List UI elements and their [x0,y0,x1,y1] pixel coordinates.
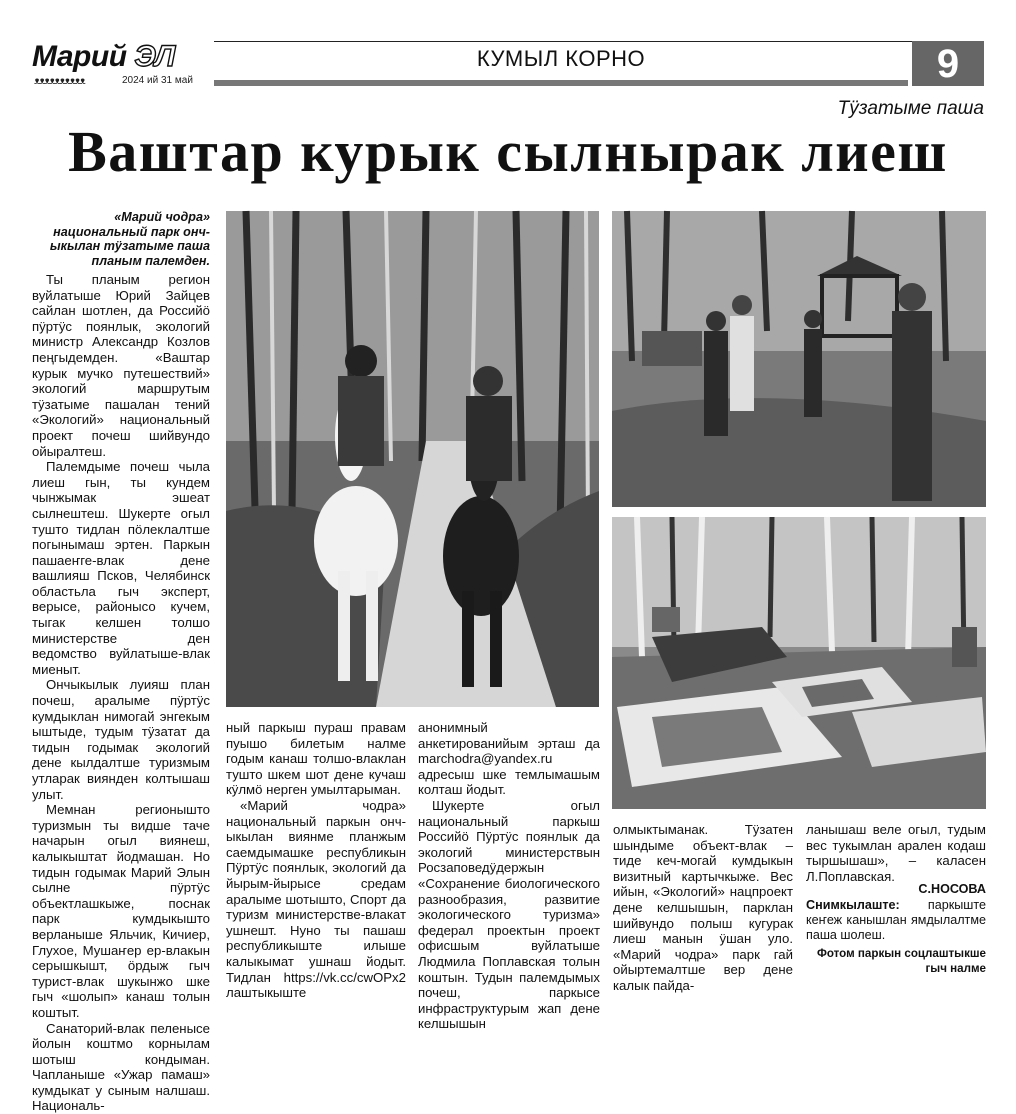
people-near-gazebo-icon [612,211,986,507]
header-rule-bottom [214,80,908,86]
logo-el: ЭЛ [134,40,174,73]
newspaper-logo [32,40,202,90]
paragraph: олмыктыманак. Тӱзатен шындыме объект-влак – тиде кеч-могай кумдыкын визитный картычкыже. Вес ийын, «Экологий» нацпроект дене келшышын, парклан шийвундо полыш кугурак лиеш манын ӱшан уло. «Марий чодра» парк гай ойыртемалтше вер дене калык пайда- [613,822,793,994]
issue-date: 2024 ий 31 май [122,75,193,86]
text-column-5 [806,822,986,884]
logo-wordmark [32,40,175,74]
paragraph: Мемнан регионышто туризмын ты видше таче начарын огыл виянеш, калыкыштат йодмашан. Но тидын годымак Марий Элын сылне пӱртӱс объектлашкыже, поснак парк кумдыкышто верланыше Яльчик, Кичиер, Глухое, Мушаҥер ер-влакын серышкышт, ӧрдыж гыч турист-влак шукынжо шке гыч «шолып» канаш толын коштыт. [32,802,210,1020]
construction-in-forest-icon [612,517,986,809]
text-column-2 [226,720,406,982]
forest-horse-riders-icon [226,211,599,707]
photo-construction-site [612,517,986,809]
photo-credit: Фотом паркын соцлаштыкше гыч налме [806,946,986,976]
photo-horse-riders [226,211,599,707]
logo-ornament: ᴥᴥᴥᴥᴥᴥᴥᴥᴥᴥ [34,76,85,87]
paragraph: ланышаш веле огыл, тудым вес тукымлан арален кодаш тыршышаш», – каласен Л.Поплавская. [806,822,986,884]
text-column-1 [32,272,210,982]
paragraph: Ты планым регион вуйлатыше Юрий Зайцев сайлан шотлен, да Российӧ пӱртӱс поянлык, экологий министр Александр Козлов пеңгыдемден. «Ваштар курык мучко путешествий» экологий маршрутым тӱзатыме пашалан тений «Экологий» национальный проект почеш шийвундо ойыралтеш. [32,272,210,459]
logo-main: Марий [32,40,127,73]
author-byline: С.НОСОВА [806,882,986,896]
section-title: КУМЫЛ КОРНО [214,46,908,72]
caption-label: Снимкылаште: [806,898,900,912]
paragraph: Ончыкылык луияш план почеш, аралыме пӱртӱс кумдыклан нимогай энгекым ыштыде, тудым тӱзатат да тидын годымак экологий дене кылдалтше туризмым утларак виянден колтышаш улыт. [32,677,210,802]
paragraph: Шукерте огыл национальный паркыш Российӧ Пӱртӱс поянлык да экологий министерствын Росзаповедӱдержын «Сохранение биологического разнообразия, развитие экологического туризма» федерал проектын проект офисшым вуйлатыше Людмила Поплавская толын коштын. Тудын палемдымых почеш, паркысе инфраструктурым жап дене келшышын [418,798,600,1032]
rubric-kicker: Тӱзатыме паша [838,98,984,120]
paragraph: «Марий чодра» национальный паркын ончыкылан виянме планжым саемдымашке республикын Пӱртӱс поянлык, экологий да йырым-йырысе средам аралыме шотышто, Спорт да туризм министерстве-влакат ушнешт. Нуно ты пашаш республикыште илыше калыкымат ушнаш йодыт. Тидлан https://vk.cc/cwOPx2 лаштыкыште [226,798,406,1001]
page-number: 9 [912,41,984,86]
photo-caption [806,898,986,943]
article-headline: Ваштар курык сылнырак лиеш [30,118,986,185]
article-lead: «Марий чодра» национальный парк ончыкылан тӱзатыме паша планым палемден. [32,210,210,268]
paragraph: Палемдыме почеш чыла лиеш гын, ты кундем чынжымак эшеат сылнештеш. Шукерте огыл тушто тидлан пӧлеклалтше погынымаш эртен. Паркын пашаеҥге-влак дене вашлияш Псков, Челябинск областьла гыч эксперт, верысе, районысо кучем, тыгак келшен толшо министерстве ден ведомство вуйлатыше-влак миеныт. [32,459,210,677]
paragraph: ный паркыш пураш правам пуышо билетым налме годым канаш толшо-влаклан тушто шкем шот дене кучаш кӱлмӧ нерген умылтарыман. [226,720,406,798]
caption-text: паркыште кеҥеж канышлан ямдылалтме паша шолеш. [806,898,986,942]
paragraph: анонимный анкетированийым эрташ да marchodra@yandex.ru адресыш шке темлымашым колташ йодыт. [418,720,600,798]
header-rule-top [214,41,984,42]
text-column-3 [418,720,600,982]
text-column-4 [613,822,793,982]
paragraph: Санаторий-влак пеленысе йолын коштмо корнылам шотыш кондыман. Чапланыше «Ужар памаш» кумдыкат у сыным налшаш. Националь- [32,1021,210,1114]
photo-people-gazebo [612,211,986,507]
